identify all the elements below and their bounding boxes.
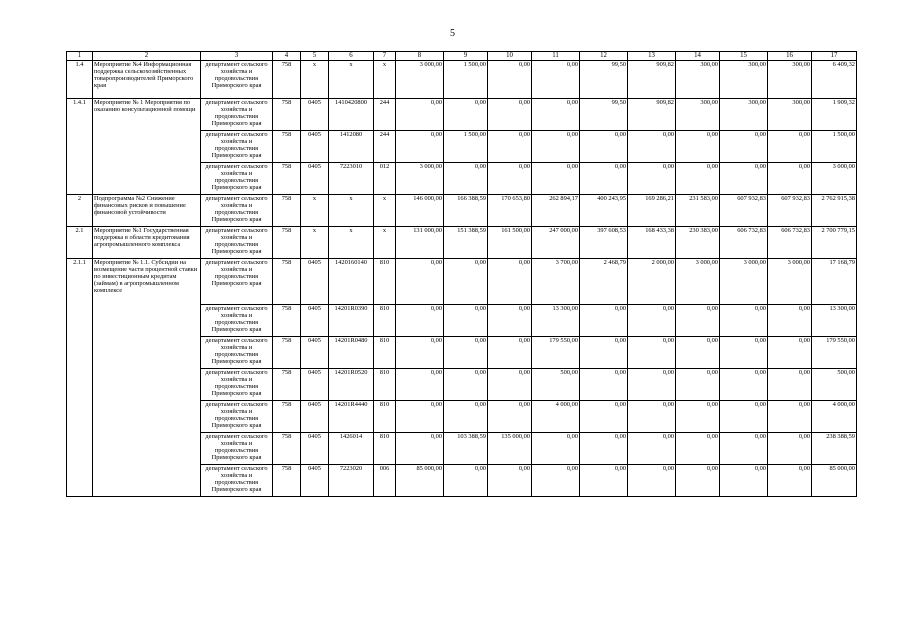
amount-cell: 0,00 — [580, 163, 628, 195]
amount-cell: 168 433,38 — [628, 227, 676, 259]
amount-cell: 0,00 — [768, 433, 812, 465]
expense-type-code: 810 — [374, 305, 396, 337]
column-number-header: 12 — [580, 52, 628, 61]
amount-cell: 0,00 — [396, 433, 444, 465]
amount-cell: 2 468,79 — [580, 259, 628, 305]
section-code: 0405 — [301, 337, 329, 369]
amount-cell: 3 000,00 — [396, 61, 444, 99]
amount-cell: 247 000,00 — [532, 227, 580, 259]
amount-cell: 0,00 — [396, 131, 444, 163]
amount-cell: 607 932,83 — [720, 195, 768, 227]
target-item-code: 1412080 — [329, 131, 374, 163]
grbs-code: 758 — [273, 337, 301, 369]
amount-cell: 0,00 — [396, 259, 444, 305]
section-code: х — [301, 227, 329, 259]
amount-cell: 3 700,00 — [532, 259, 580, 305]
section-code: 0405 — [301, 131, 329, 163]
amount-cell: 0,00 — [676, 337, 720, 369]
expense-type-code: 810 — [374, 433, 396, 465]
amount-cell: 151 388,59 — [444, 227, 488, 259]
amount-cell: 0,00 — [580, 305, 628, 337]
amount-cell: 0,00 — [488, 131, 532, 163]
amount-cell: 0,00 — [768, 163, 812, 195]
column-number-header: 9 — [444, 52, 488, 61]
section-code: 0405 — [301, 465, 329, 497]
column-number-row — [67, 52, 857, 61]
target-item-code: 1420160140 — [329, 259, 374, 305]
amount-cell: 169 286,21 — [628, 195, 676, 227]
amount-cell: 0,00 — [628, 305, 676, 337]
amount-cell: 1 500,00 — [444, 61, 488, 99]
amount-cell: 0,00 — [628, 131, 676, 163]
row-number: 2 — [67, 195, 93, 227]
amount-cell: 0,00 — [676, 131, 720, 163]
executor-cell: департамент сельского хозяйства и продовольствия Приморского края — [201, 465, 273, 497]
amount-cell: 0,00 — [720, 337, 768, 369]
amount-cell: 231 583,00 — [676, 195, 720, 227]
executor-cell: департамент сельского хозяйства и продовольствия Приморского края — [201, 305, 273, 337]
column-number-header: 1 — [67, 52, 93, 61]
amount-cell: 146 000,00 — [396, 195, 444, 227]
target-item-code: 1410420800 — [329, 99, 374, 131]
amount-cell: 3 000,00 — [768, 259, 812, 305]
amount-cell: 13 300,00 — [812, 305, 857, 337]
section-code: 0405 — [301, 259, 329, 305]
amount-cell: 6 409,32 — [812, 61, 857, 99]
amount-cell: 170 653,80 — [488, 195, 532, 227]
amount-cell: 4 000,00 — [532, 401, 580, 433]
amount-cell: 0,00 — [488, 61, 532, 99]
amount-cell: 3 000,00 — [812, 163, 857, 195]
amount-cell: 0,00 — [580, 131, 628, 163]
grbs-code: 758 — [273, 369, 301, 401]
grbs-code: 758 — [273, 401, 301, 433]
expense-type-code: 244 — [374, 99, 396, 131]
amount-cell: 103 388,59 — [444, 433, 488, 465]
expense-type-code: х — [374, 61, 396, 99]
amount-cell: 0,00 — [444, 259, 488, 305]
target-item-code: х — [329, 195, 374, 227]
column-number-header: 5 — [301, 52, 329, 61]
grbs-code: 758 — [273, 99, 301, 131]
amount-cell: 606 732,83 — [768, 227, 812, 259]
amount-cell: 262 894,17 — [532, 195, 580, 227]
amount-cell: 0,00 — [580, 337, 628, 369]
executor-cell: департамент сельского хозяйства и продовольствия Приморского края — [201, 61, 273, 99]
column-number-header: 15 — [720, 52, 768, 61]
amount-cell: 0,00 — [396, 369, 444, 401]
table-row — [67, 259, 857, 305]
amount-cell: 0,00 — [768, 337, 812, 369]
amount-cell: 179 550,00 — [812, 337, 857, 369]
amount-cell: 0,00 — [444, 401, 488, 433]
amount-cell: 300,00 — [720, 99, 768, 131]
expense-type-code: 810 — [374, 259, 396, 305]
section-code: 0405 — [301, 401, 329, 433]
amount-cell: 0,00 — [444, 99, 488, 131]
table-row — [67, 99, 857, 131]
amount-cell: 0,00 — [444, 465, 488, 497]
executor-cell: департамент сельского хозяйства и продовольствия Приморского края — [201, 163, 273, 195]
amount-cell: 300,00 — [720, 61, 768, 99]
column-number-header: 8 — [396, 52, 444, 61]
amount-cell: 2 762 915,38 — [812, 195, 857, 227]
amount-cell: 0,00 — [444, 163, 488, 195]
target-item-code: х — [329, 61, 374, 99]
amount-cell: 0,00 — [396, 401, 444, 433]
amount-cell: 0,00 — [444, 305, 488, 337]
column-number-header: 10 — [488, 52, 532, 61]
amount-cell: 0,00 — [676, 433, 720, 465]
amount-cell: 17 168,79 — [812, 259, 857, 305]
amount-cell: 300,00 — [676, 61, 720, 99]
amount-cell: 0,00 — [676, 465, 720, 497]
amount-cell: 0,00 — [532, 61, 580, 99]
amount-cell: 300,00 — [768, 99, 812, 131]
amount-cell: 0,00 — [720, 305, 768, 337]
amount-cell: 0,00 — [720, 369, 768, 401]
amount-cell: 300,00 — [768, 61, 812, 99]
executor-cell: департамент сельского хозяйства и продовольствия Приморского края — [201, 433, 273, 465]
amount-cell: 131 000,00 — [396, 227, 444, 259]
amount-cell: 0,00 — [628, 163, 676, 195]
column-number-header: 7 — [374, 52, 396, 61]
amount-cell: 0,00 — [488, 305, 532, 337]
target-item-code: х — [329, 227, 374, 259]
expense-type-code: 810 — [374, 369, 396, 401]
column-number-header: 3 — [201, 52, 273, 61]
row-number: 1.4 — [67, 61, 93, 99]
amount-cell: 0,00 — [676, 401, 720, 433]
amount-cell: 0,00 — [532, 163, 580, 195]
expense-type-code: 006 — [374, 465, 396, 497]
executor-cell: департамент сельского хозяйства и продовольствия Приморского края — [201, 369, 273, 401]
executor-cell: департамент сельского хозяйства и продовольствия Приморского края — [201, 227, 273, 259]
expense-type-code: 810 — [374, 337, 396, 369]
section-code: 0405 — [301, 163, 329, 195]
amount-cell: 99,50 — [580, 99, 628, 131]
target-item-code: 14201R0480 — [329, 337, 374, 369]
target-item-code: 1426014 — [329, 433, 374, 465]
row-number: 2.1.1 — [67, 259, 93, 497]
column-number-header: 16 — [768, 52, 812, 61]
amount-cell: 161 500,00 — [488, 227, 532, 259]
target-item-code: 14201R0390 — [329, 305, 374, 337]
amount-cell: 166 388,59 — [444, 195, 488, 227]
target-item-code: 14201R0520 — [329, 369, 374, 401]
column-number-header: 13 — [628, 52, 676, 61]
amount-cell: 99,50 — [580, 61, 628, 99]
row-number: 2.1 — [67, 227, 93, 259]
amount-cell: 0,00 — [488, 401, 532, 433]
amount-cell: 0,00 — [628, 369, 676, 401]
amount-cell: 0,00 — [444, 337, 488, 369]
target-item-code: 7223010 — [329, 163, 374, 195]
amount-cell: 909,82 — [628, 61, 676, 99]
amount-cell: 0,00 — [444, 369, 488, 401]
grbs-code: 758 — [273, 61, 301, 99]
amount-cell: 0,00 — [532, 99, 580, 131]
amount-cell: 230 383,00 — [676, 227, 720, 259]
amount-cell: 3 000,00 — [720, 259, 768, 305]
amount-cell: 0,00 — [676, 163, 720, 195]
amount-cell: 0,00 — [488, 465, 532, 497]
amount-cell: 397 608,53 — [580, 227, 628, 259]
executor-cell: департамент сельского хозяйства и продовольствия Приморского края — [201, 195, 273, 227]
grbs-code: 758 — [273, 259, 301, 305]
amount-cell: 0,00 — [720, 465, 768, 497]
amount-cell: 0,00 — [720, 163, 768, 195]
amount-cell: 85 000,00 — [396, 465, 444, 497]
executor-cell: департамент сельского хозяйства и продовольствия Приморского края — [201, 99, 273, 131]
measure-name: Мероприятие № 1.1. Субсидии на возмещение части процентной ставки по инвестиционным кредитам (займам) в агропромышленном комплексе — [93, 259, 201, 497]
table-row — [67, 227, 857, 259]
expense-type-code: 810 — [374, 401, 396, 433]
amount-cell: 606 732,83 — [720, 227, 768, 259]
executor-cell: департамент сельского хозяйства и продовольствия Приморского края — [201, 259, 273, 305]
row-number: 1.4.1 — [67, 99, 93, 195]
section-code: х — [301, 61, 329, 99]
amount-cell: 135 000,00 — [488, 433, 532, 465]
expense-type-code: х — [374, 227, 396, 259]
grbs-code: 758 — [273, 465, 301, 497]
amount-cell: 400 243,95 — [580, 195, 628, 227]
measure-name: Мероприятие №1 Государственная поддержка в области кредитования агропромышленного комплекса — [93, 227, 201, 259]
amount-cell: 0,00 — [488, 259, 532, 305]
section-code: 0405 — [301, 433, 329, 465]
amount-cell: 0,00 — [580, 465, 628, 497]
amount-cell: 0,00 — [768, 369, 812, 401]
amount-cell: 0,00 — [676, 369, 720, 401]
amount-cell: 0,00 — [676, 305, 720, 337]
executor-cell: департамент сельского хозяйства и продовольствия Приморского края — [201, 131, 273, 163]
amount-cell: 300,00 — [676, 99, 720, 131]
amount-cell: 607 932,83 — [768, 195, 812, 227]
amount-cell: 2 700 779,15 — [812, 227, 857, 259]
amount-cell: 85 000,00 — [812, 465, 857, 497]
measure-name: Мероприятие №4 Информационная поддержка сельскохозяйственных товаропроизводителей Приморского края — [93, 61, 201, 99]
grbs-code: 758 — [273, 305, 301, 337]
amount-cell: 0,00 — [628, 337, 676, 369]
amount-cell: 500,00 — [812, 369, 857, 401]
amount-cell: 0,00 — [768, 465, 812, 497]
amount-cell: 1 909,32 — [812, 99, 857, 131]
table-row — [67, 61, 857, 99]
amount-cell: 2 000,00 — [628, 259, 676, 305]
amount-cell: 0,00 — [720, 131, 768, 163]
grbs-code: 758 — [273, 163, 301, 195]
amount-cell: 0,00 — [580, 401, 628, 433]
target-item-code: 7223020 — [329, 465, 374, 497]
amount-cell: 4 000,00 — [812, 401, 857, 433]
amount-cell: 0,00 — [768, 131, 812, 163]
amount-cell: 0,00 — [532, 433, 580, 465]
target-item-code: 14201R4440 — [329, 401, 374, 433]
amount-cell: 1 500,00 — [444, 131, 488, 163]
measure-name: Подпрограмма №2 Снижение финансовых рисков и повышение финансовой устойчивости — [93, 195, 201, 227]
section-code: 0405 — [301, 369, 329, 401]
program-table — [66, 51, 857, 497]
amount-cell: 179 550,00 — [532, 337, 580, 369]
page-number: 5 — [450, 28, 455, 39]
section-code: 0405 — [301, 99, 329, 131]
executor-cell: департамент сельского хозяйства и продовольствия Приморского края — [201, 337, 273, 369]
amount-cell: 3 000,00 — [396, 163, 444, 195]
amount-cell: 909,82 — [628, 99, 676, 131]
amount-cell: 0,00 — [532, 465, 580, 497]
amount-cell: 500,00 — [532, 369, 580, 401]
amount-cell: 0,00 — [720, 401, 768, 433]
amount-cell: 0,00 — [488, 369, 532, 401]
expense-type-code: 012 — [374, 163, 396, 195]
grbs-code: 758 — [273, 195, 301, 227]
amount-cell: 0,00 — [488, 163, 532, 195]
grbs-code: 758 — [273, 433, 301, 465]
amount-cell: 13 300,00 — [532, 305, 580, 337]
expense-type-code: х — [374, 195, 396, 227]
executor-cell: департамент сельского хозяйства и продовольствия Приморского края — [201, 401, 273, 433]
amount-cell: 1 500,00 — [812, 131, 857, 163]
amount-cell: 0,00 — [768, 305, 812, 337]
amount-cell: 0,00 — [488, 99, 532, 131]
grbs-code: 758 — [273, 227, 301, 259]
table-row — [67, 195, 857, 227]
column-number-header: 4 — [273, 52, 301, 61]
grbs-code: 758 — [273, 131, 301, 163]
amount-cell: 0,00 — [396, 99, 444, 131]
section-code: 0405 — [301, 305, 329, 337]
column-number-header: 14 — [676, 52, 720, 61]
amount-cell: 0,00 — [768, 401, 812, 433]
measure-name: Мероприятие № 1 Мероприятия по оказанию консультационной помощи — [93, 99, 201, 195]
amount-cell: 0,00 — [720, 433, 768, 465]
amount-cell: 0,00 — [628, 465, 676, 497]
amount-cell: 0,00 — [580, 433, 628, 465]
amount-cell: 0,00 — [396, 337, 444, 369]
column-number-header: 17 — [812, 52, 857, 61]
amount-cell: 0,00 — [488, 337, 532, 369]
column-number-header: 11 — [532, 52, 580, 61]
column-number-header: 2 — [93, 52, 201, 61]
amount-cell: 0,00 — [532, 131, 580, 163]
expense-type-code: 244 — [374, 131, 396, 163]
amount-cell: 0,00 — [628, 433, 676, 465]
amount-cell: 238 388,59 — [812, 433, 857, 465]
amount-cell: 3 000,00 — [676, 259, 720, 305]
section-code: х — [301, 195, 329, 227]
column-number-header: 6 — [329, 52, 374, 61]
amount-cell: 0,00 — [628, 401, 676, 433]
amount-cell: 0,00 — [396, 305, 444, 337]
amount-cell: 0,00 — [580, 369, 628, 401]
